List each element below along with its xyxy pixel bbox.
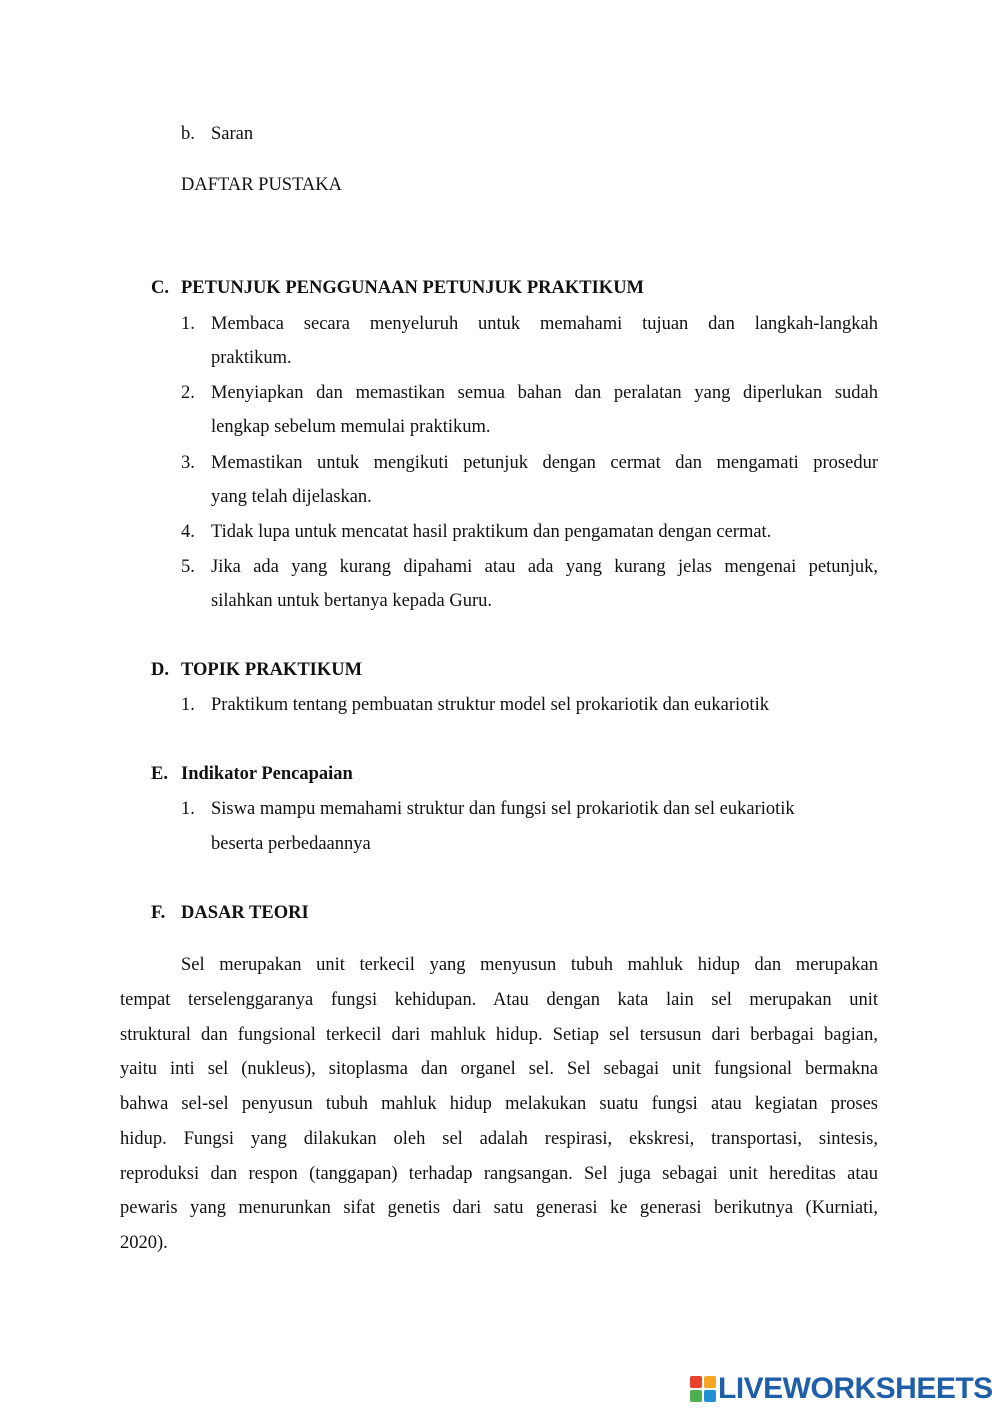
section-e-title: Indikator Pencapaian [181, 764, 353, 784]
paragraph-line: Sel merupakan unit terkecil yang menyusun tubuh mahluk hidup dan merupakan [181, 955, 878, 975]
list-item-line: Membaca secara menyeluruh untuk memahami tujuan dan langkah-langkah [211, 314, 878, 334]
paragraph-line: pewaris yang menurunkan sifat genetis dari satu generasi ke generasi berikutnya (Kurniati, [120, 1198, 878, 1218]
list-item-line: Menyiapkan dan memastikan semua bahan dan peralatan yang diperlukan sudah [211, 383, 878, 403]
daftar-pustaka-heading: DAFTAR PUSTAKA [181, 175, 342, 195]
list-item-line: Tidak lupa untuk mencatat hasil praktikum dan pengamatan dengan cermat. [211, 522, 772, 542]
list-item-number: 1. [181, 799, 195, 819]
paragraph-line: 2020). [120, 1233, 168, 1253]
liveworksheets-logo-icon [690, 1376, 716, 1402]
section-c-title: PETUNJUK PENGGUNAAN PETUNJUK PRAKTIKUM [181, 278, 645, 298]
liveworksheets-logo-text: LIVEWORKSHEETS [718, 1372, 993, 1405]
list-item-number: 3. [181, 453, 195, 473]
list-item-line: silahkan untuk bertanya kepada Guru. [211, 591, 493, 611]
list-item-number: 1. [181, 695, 195, 715]
paragraph-line: reproduksi dan respon (tanggapan) terhadap rangsangan. Sel juga sebagai unit hereditas atau [120, 1164, 878, 1184]
section-f-title: DASAR TEORI [181, 903, 309, 923]
list-item-line: Memastikan untuk mengikuti petunjuk dengan cermat dan mengamati prosedur [211, 453, 878, 473]
paragraph-line: tempat terselenggaranya fungsi kehidupan. Atau dengan kata lain sel merupakan unit [120, 990, 878, 1010]
logo-square [690, 1390, 702, 1402]
paragraph-line: struktural dan fungsional terkecil dari mahluk hidup. Setiap sel tersusun dari berbagai bagian, [120, 1025, 878, 1045]
list-item-line: lengkap sebelum memulai praktikum. [211, 417, 491, 437]
saran-text: Saran [211, 124, 254, 144]
list-item-number: 2. [181, 383, 195, 403]
list-item-number: 1. [181, 314, 195, 334]
list-item-number: 4. [181, 522, 195, 542]
section-d-title: TOPIK PRAKTIKUM [181, 660, 363, 680]
list-item-line: praktikum. [211, 348, 292, 368]
list-item-line: Jika ada yang kurang dipahami atau ada yang kurang jelas mengenai petunjuk, [211, 557, 878, 577]
paragraph-line: yaitu inti sel (nukleus), sitoplasma dan organel sel. Sel sebagai unit fungsional bermakna [120, 1059, 878, 1079]
logo-square [690, 1376, 702, 1388]
list-item-line: Praktikum tentang pembuatan struktur model sel prokariotik dan eukariotik [211, 695, 769, 715]
saran-marker: b. [181, 124, 195, 144]
section-c-letter: C. [151, 278, 169, 298]
section-d-letter: D. [151, 660, 169, 680]
logo-square [704, 1390, 716, 1402]
list-item-line: beserta perbedaannya [211, 834, 371, 854]
list-item-line: Siswa mampu memahami struktur dan fungsi sel prokariotik dan sel eukariotik [211, 799, 795, 819]
logo-square [704, 1376, 716, 1388]
liveworksheets-logo[interactable] [690, 1373, 993, 1405]
section-e-letter: E. [151, 764, 168, 784]
list-item-line: yang telah dijelaskan. [211, 487, 372, 507]
paragraph-line: hidup. Fungsi yang dilakukan oleh sel adalah respirasi, ekskresi, transportasi, sintesis, [120, 1129, 878, 1149]
paragraph-line: bahwa sel-sel penyusun tubuh mahluk hidup melakukan suatu fungsi atau kegiatan proses [120, 1094, 878, 1114]
section-f-letter: F. [151, 903, 166, 923]
list-item-number: 5. [181, 557, 195, 577]
